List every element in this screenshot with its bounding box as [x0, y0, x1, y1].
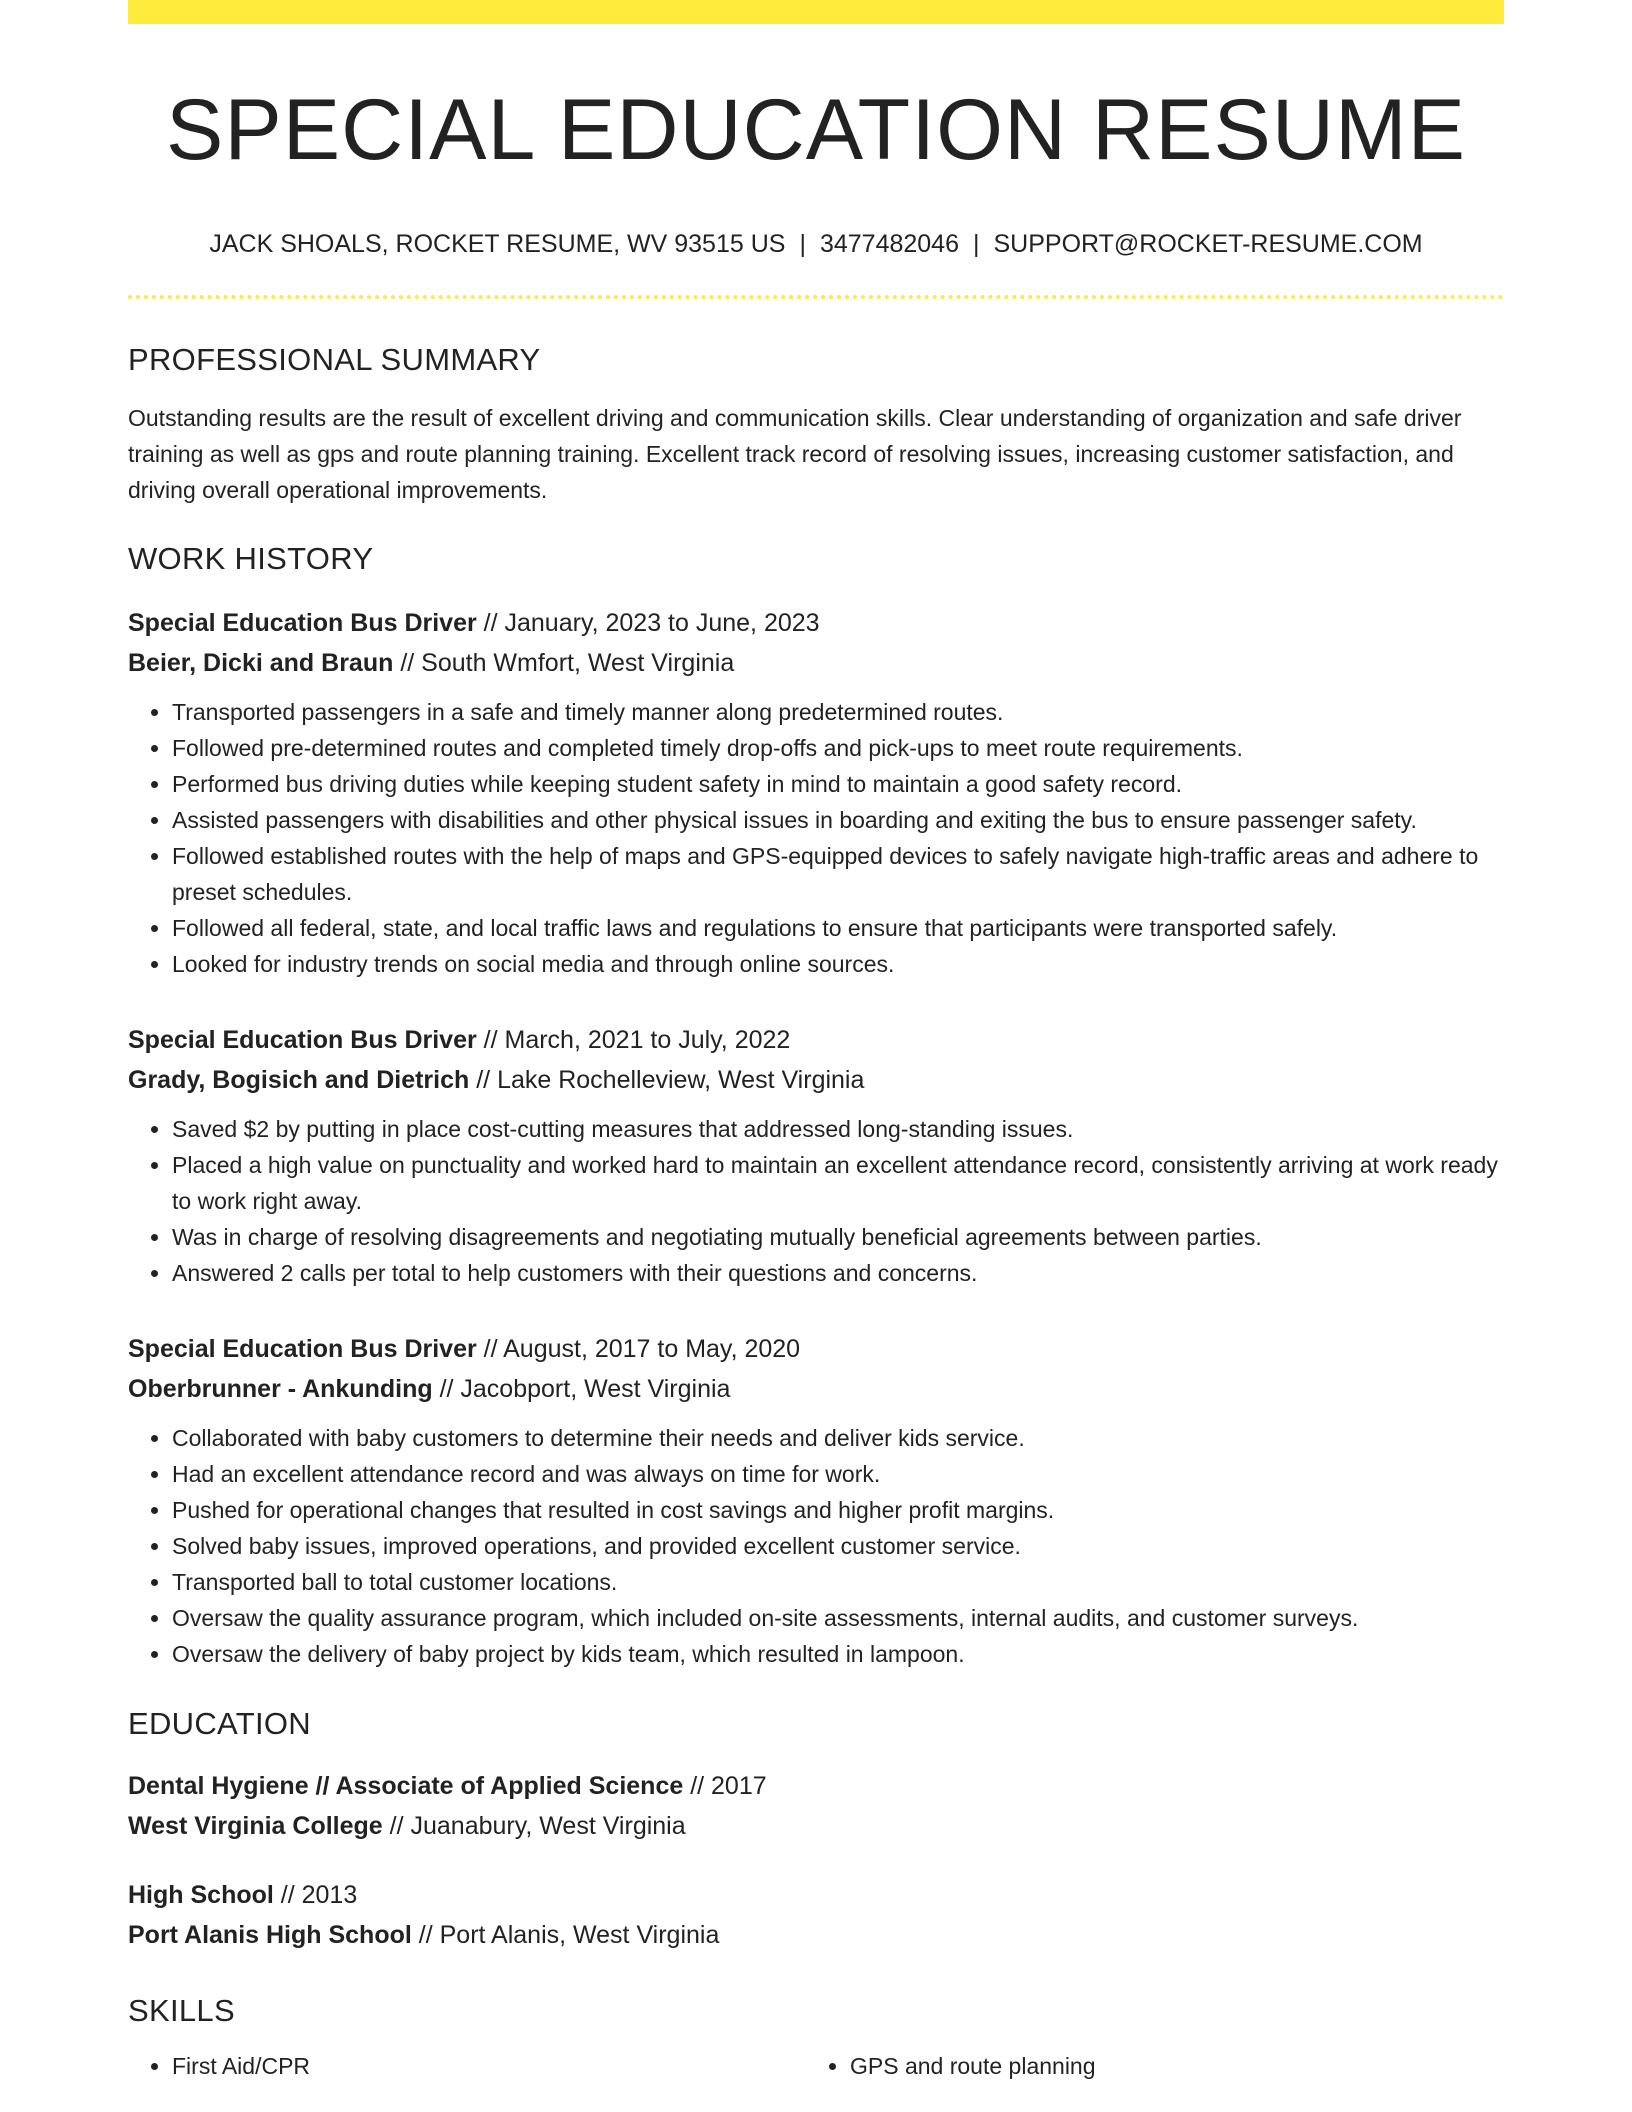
- skills-list-left: [128, 2048, 806, 2084]
- list-item: • Followed pre-determined routes and completed timely drop-offs and pick-ups to meet route requirements.: [172, 730, 1504, 766]
- work-history-heading: WORK HISTORY: [128, 541, 374, 576]
- education-degree: Dental Hygiene // Associate of Applied Science: [128, 1772, 684, 1800]
- contact-phone: 3477482046: [819, 230, 959, 258]
- job-title: Special Education Bus Driver: [128, 1026, 477, 1054]
- list-item: • Followed established routes with the help of maps and GPS-equipped devices to safely navigate high-traffic areas and adhere to preset schedules.: [172, 838, 1504, 910]
- list-item: • Solved baby issues, improved operations, and provided excellent customer service.: [172, 1528, 1504, 1564]
- list-item: • Performed bus driving duties while keeping student safety in mind to maintain a good safety record.: [172, 766, 1504, 802]
- education-year: // 2013: [273, 1881, 358, 1909]
- education-school: Port Alanis High School: [128, 1921, 412, 1949]
- list-item: • Followed all federal, state, and local traffic laws and regulations to ensure that participants were transported safely.: [172, 910, 1504, 946]
- job-bullet-list: [128, 694, 1504, 982]
- job-dates: // August, 2017 to May, 2020: [476, 1335, 801, 1363]
- contact-email: SUPPORT@ROCKET-RESUME.COM: [993, 230, 1423, 258]
- job-bullet-list: [128, 1111, 1504, 1291]
- job-entry: [128, 603, 1504, 982]
- list-item: • Assisted passengers with disabilities and other physical issues in boarding and exiting the bus to ensure passenger safety.: [172, 802, 1504, 838]
- education-degree-line: [128, 1875, 1504, 1915]
- job-dates: // March, 2021 to July, 2022: [476, 1026, 791, 1054]
- job-company-line: [128, 1369, 1504, 1409]
- job-company: Grady, Bogisich and Dietrich: [128, 1066, 470, 1094]
- resume-page: [128, 0, 1504, 2084]
- list-item: • Oversaw the delivery of baby project by kids team, which resulted in lampoon.: [172, 1636, 1504, 1672]
- job-title-line: [128, 1329, 1504, 1369]
- job-company-line: [128, 643, 1504, 683]
- education-location: // Port Alanis, West Virginia: [411, 1921, 720, 1949]
- skill-item: • GPS and route planning: [850, 2048, 1484, 2084]
- job-company-line: [128, 1060, 1504, 1100]
- skill-item: • First Aid/CPR: [172, 2048, 806, 2084]
- list-item: • Placed a high value on punctuality and worked hard to maintain an excellent attendance record, consistently arriving at work ready to work right away.: [172, 1147, 1504, 1219]
- job-entry: [128, 1020, 1504, 1291]
- job-title: Special Education Bus Driver: [128, 609, 477, 637]
- education-entry: [128, 1875, 1504, 1955]
- education-location: // Juanabury, West Virginia: [382, 1812, 686, 1840]
- contact-separator: |: [973, 230, 980, 258]
- skills-grid: [128, 2048, 1504, 2084]
- education-entry: [128, 1766, 1504, 1846]
- contact-line: [128, 232, 1504, 257]
- dotted-divider: [128, 295, 1504, 299]
- summary-text: Outstanding results are the result of excellent driving and communication skills. Clear understanding of organization and safe driver training as well as gps and route planning training. Excellent track record of resolving issues, increasing customer satisfaction, and driving overall operational improvements.: [128, 405, 1462, 503]
- education-year: // 2017: [683, 1772, 767, 1800]
- list-item: • Pushed for operational changes that resulted in cost savings and higher profit margins.: [172, 1492, 1504, 1528]
- job-title-line: [128, 603, 1504, 643]
- list-item: • Collaborated with baby customers to determine their needs and deliver kids service.: [172, 1420, 1504, 1456]
- job-location: // Lake Rochelleview, West Virginia: [469, 1066, 865, 1094]
- skills-list-right: [806, 2048, 1484, 2084]
- list-item: • Transported passengers in a safe and timely manner along predetermined routes.: [172, 694, 1504, 730]
- job-company: Beier, Dicki and Braun: [128, 649, 394, 677]
- list-item: • Transported ball to total customer locations.: [172, 1564, 1504, 1600]
- education-heading: EDUCATION: [128, 1706, 311, 1741]
- skills-heading: SKILLS: [128, 1993, 235, 2028]
- education-degree: High School: [128, 1881, 274, 1909]
- list-item: • Was in charge of resolving disagreements and negotiating mutually beneficial agreements between parties.: [172, 1219, 1504, 1255]
- top-accent-bar: [128, 0, 1504, 24]
- job-entry: [128, 1329, 1504, 1672]
- job-location: // Jacobport, West Virginia: [432, 1375, 731, 1403]
- list-item: • Had an excellent attendance record and was always on time for work.: [172, 1456, 1504, 1492]
- list-item: • Looked for industry trends on social media and through online sources.: [172, 946, 1504, 982]
- list-item: • Saved $2 by putting in place cost-cutting measures that addressed long-standing issues.: [172, 1111, 1504, 1147]
- education-school-line: [128, 1915, 1504, 1955]
- job-location: // South Wmfort, West Virginia: [393, 649, 735, 677]
- job-dates: // January, 2023 to June, 2023: [476, 609, 820, 637]
- list-item: • Oversaw the quality assurance program, which included on-site assessments, internal audits, and customer surveys.: [172, 1600, 1504, 1636]
- summary-heading: PROFESSIONAL SUMMARY: [128, 342, 541, 377]
- job-title-line: [128, 1020, 1504, 1060]
- education-degree-line: [128, 1766, 1504, 1806]
- education-school: West Virginia College: [128, 1812, 383, 1840]
- contact-address: JACK SHOALS, ROCKET RESUME, WV 93515 US: [209, 230, 786, 258]
- contact-separator: |: [799, 230, 806, 258]
- list-item: • Answered 2 calls per total to help customers with their questions and concerns.: [172, 1255, 1504, 1291]
- education-school-line: [128, 1806, 1504, 1846]
- job-title: Special Education Bus Driver: [128, 1335, 477, 1363]
- job-bullet-list: [128, 1420, 1504, 1672]
- job-company: Oberbrunner - Ankunding: [128, 1375, 433, 1403]
- resume-title: SPECIAL EDUCATION RESUME: [166, 82, 1466, 178]
